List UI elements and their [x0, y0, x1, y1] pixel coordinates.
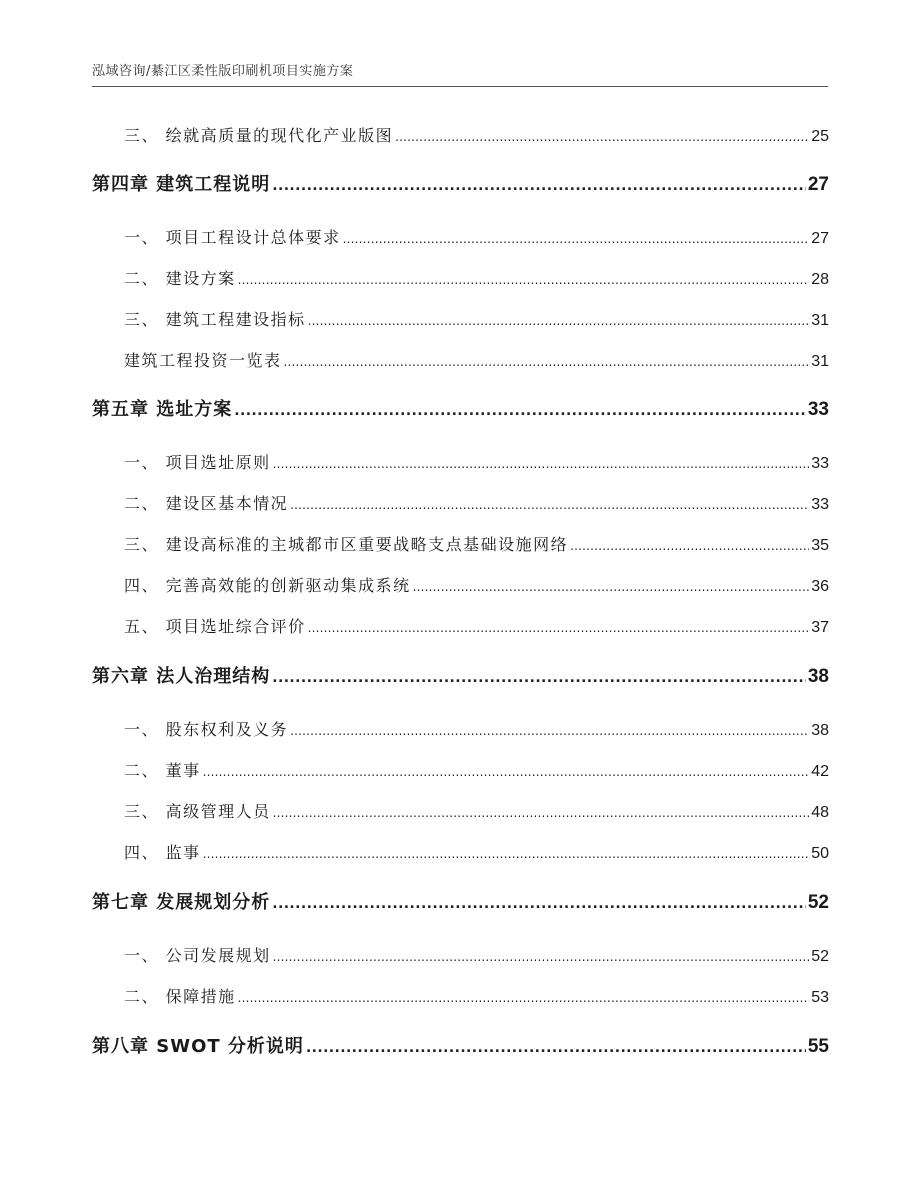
toc-entry[interactable] [92, 306, 829, 330]
toc-entry[interactable] [92, 798, 829, 822]
toc-entry[interactable] [92, 122, 829, 146]
toc-page: 33 [811, 455, 829, 472]
toc-entry[interactable] [92, 942, 829, 966]
toc-label: 一、 股东权利及义务 [124, 720, 289, 739]
toc-page: 33 [811, 496, 829, 513]
toc-leader [343, 230, 810, 248]
page-header: 泓域咨询/綦江区柔性版印刷机项目实施方案 [92, 64, 354, 79]
toc-entry[interactable] [92, 224, 829, 248]
toc-label: 第八章 SWOT 分析说明 [92, 1036, 304, 1057]
toc-label: 二、 建设区基本情况 [124, 494, 289, 513]
header-rule [92, 86, 828, 87]
toc-label: 二、 建设方案 [124, 269, 236, 288]
toc-page: 27 [807, 174, 829, 195]
toc-page: 35 [811, 537, 829, 554]
toc-page: 50 [811, 845, 829, 862]
toc-leader [272, 668, 806, 688]
toc-leader [413, 578, 810, 596]
toc-entry[interactable] [92, 265, 829, 289]
toc-label: 第六章 法人治理结构 [92, 666, 271, 687]
toc-leader [272, 894, 806, 914]
toc-entry[interactable] [92, 839, 829, 863]
toc-chapter[interactable] [92, 172, 829, 196]
toc-entry[interactable] [92, 716, 829, 740]
toc-label: 五、 项目选址综合评价 [124, 617, 306, 636]
toc-leader [234, 401, 806, 421]
toc-page: 27 [811, 230, 829, 247]
toc-leader [273, 455, 810, 473]
toc-chapter[interactable] [92, 397, 829, 421]
toc-entry[interactable] [92, 490, 829, 514]
toc-entry[interactable] [92, 757, 829, 781]
toc-label: 第五章 选址方案 [92, 399, 233, 420]
toc-page: 38 [807, 666, 829, 687]
toc-leader [203, 763, 810, 781]
toc-label: 三、 建筑工程建设指标 [124, 310, 306, 329]
toc-label: 二、 保障措施 [124, 987, 236, 1006]
toc-label: 三、 建设高标准的主城都市区重要战略支点基础设施网络 [124, 535, 569, 554]
toc-leader [238, 989, 810, 1007]
toc-entry[interactable] [92, 613, 829, 637]
toc-page: 48 [811, 804, 829, 821]
toc-leader [290, 722, 809, 740]
toc-page: 38 [811, 722, 829, 739]
toc-label: 四、 监事 [124, 843, 201, 862]
toc-label: 三、 绘就高质量的现代化产业版图 [124, 126, 394, 145]
toc-leader [306, 1038, 806, 1058]
toc-chapter[interactable] [92, 1034, 829, 1058]
toc-page: 52 [807, 892, 829, 913]
toc-leader [203, 845, 810, 863]
toc-leader [273, 804, 810, 822]
toc-label: 一、 公司发展规划 [124, 946, 271, 965]
toc-label: 建筑工程投资一览表 [124, 351, 282, 370]
toc-page: 36 [811, 578, 829, 595]
toc-page: 33 [807, 399, 829, 420]
toc-page: 31 [811, 353, 829, 370]
toc-label: 一、 项目选址原则 [124, 453, 271, 472]
toc-page: 25 [811, 128, 829, 145]
toc-leader [395, 128, 809, 146]
toc-entry[interactable] [92, 983, 829, 1007]
toc-page: 28 [811, 271, 829, 288]
toc-page: 53 [811, 989, 829, 1006]
toc-leader [273, 948, 810, 966]
toc-label: 四、 完善高效能的创新驱动集成系统 [124, 576, 411, 595]
toc-leader [238, 271, 810, 289]
toc-label: 第七章 发展规划分析 [92, 892, 271, 913]
toc-page: 52 [811, 948, 829, 965]
toc-page: 55 [807, 1036, 829, 1057]
toc-entry[interactable] [92, 531, 829, 555]
toc-page: 42 [811, 763, 829, 780]
toc-leader [308, 619, 810, 637]
toc-entry[interactable] [92, 449, 829, 473]
toc-entry[interactable] [92, 347, 829, 371]
toc-label: 三、 高级管理人员 [124, 802, 271, 821]
toc-page: 37 [811, 619, 829, 636]
toc-page: 31 [811, 312, 829, 329]
toc-entry[interactable] [92, 572, 829, 596]
toc-chapter[interactable] [92, 890, 829, 914]
toc-label: 第四章 建筑工程说明 [92, 174, 271, 195]
toc-label: 一、 项目工程设计总体要求 [124, 228, 341, 247]
toc-chapter[interactable] [92, 664, 829, 688]
toc-label: 二、 董事 [124, 761, 201, 780]
toc-leader [284, 353, 810, 371]
toc-leader [290, 496, 809, 514]
toc-leader [308, 312, 810, 330]
toc-leader [570, 537, 809, 555]
toc-leader [272, 176, 806, 196]
